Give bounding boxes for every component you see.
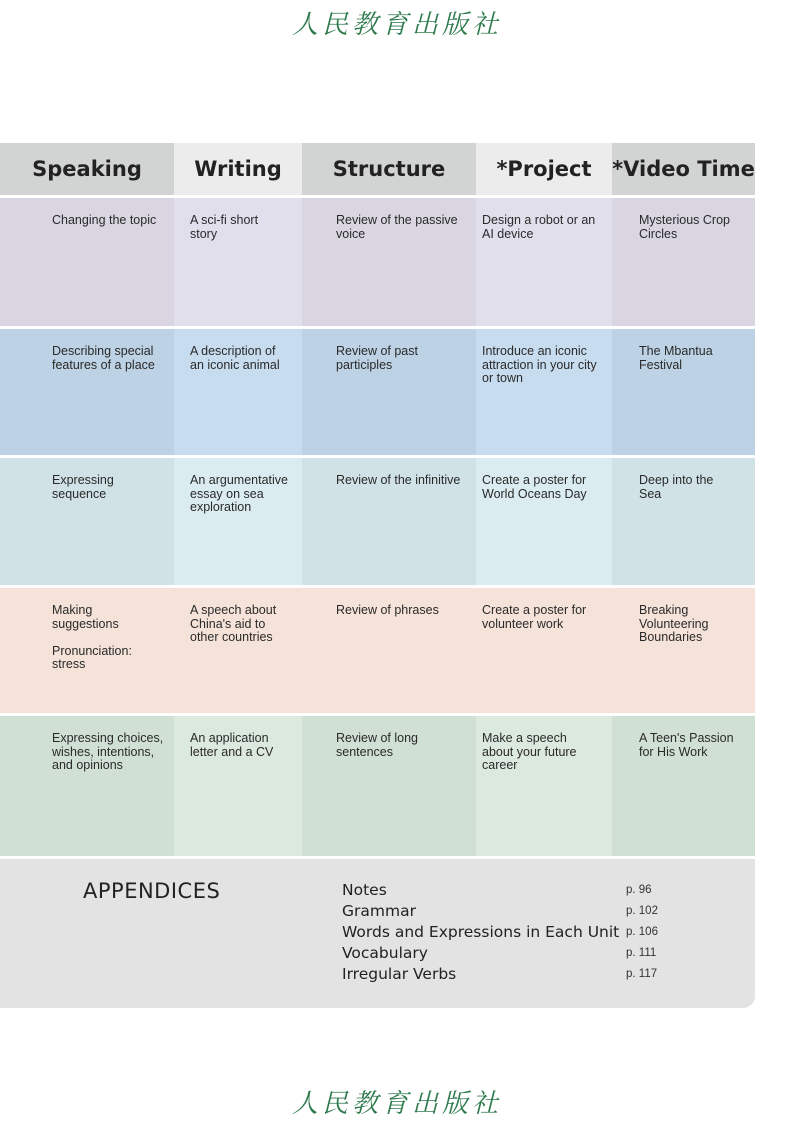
appendices-title: APPENDICES [83,879,221,903]
structure-cell: Review of the infinitive [302,458,476,585]
writing-cell: An application letter and a CV [174,716,302,856]
list-item[interactable] [342,942,658,963]
publisher-logo-bottom: 人民教育出版社 [291,1089,502,1119]
header-speaking: Speaking [0,143,174,195]
project-cell: Create a poster for World Oceans Day [476,458,612,585]
structure-cell: Review of phrases [302,588,476,713]
appendix-name: Notes [342,880,387,899]
speaking-cell: Making suggestions Pronunciation: stress [0,588,174,713]
contents-table [0,143,755,856]
appendices-list [342,879,658,984]
header-writing: Writing [174,143,302,195]
appendix-name: Grammar [342,901,416,920]
writing-cell: An argumentative essay on sea exploration [174,458,302,585]
appendix-page: p. 111 [626,946,657,959]
structure-cell: Review of the passive voice [302,198,476,326]
structure-cell: Review of long sentences [302,716,476,856]
table-row [0,198,755,326]
list-item[interactable] [342,963,658,984]
project-cell: Introduce an iconic attraction in your city or town [476,329,612,455]
project-cell: Create a poster for volunteer work [476,588,612,713]
appendix-name: Words and Expressions in Each Unit [342,922,620,941]
video-time-cell: Mysterious Crop Circles [612,198,755,326]
appendix-name: Vocabulary [342,943,428,962]
video-time-cell: Deep into the Sea [612,458,755,585]
table-row [0,329,755,455]
list-item[interactable] [342,879,658,900]
writing-cell: A description of an iconic animal [174,329,302,455]
list-item[interactable] [342,921,658,942]
writing-cell: A speech about China's aid to other countries [174,588,302,713]
video-time-cell: Breaking Volunteering Boundaries [612,588,755,713]
video-time-cell: The Mbantua Festival [612,329,755,455]
list-item[interactable] [342,900,658,921]
appendices-panel [0,859,755,1008]
structure-cell: Review of past participles [302,329,476,455]
speaking-cell: Expressing sequence [0,458,174,585]
table-header-row [0,143,755,195]
header-video-time: *Video Time [612,143,755,195]
appendix-page: p. 117 [626,967,658,980]
publisher-logo-top: 人民教育出版社 [291,10,502,40]
appendix-name: Irregular Verbs [342,964,457,983]
appendix-page: p. 106 [626,925,658,938]
project-cell: Make a speech about your future career [476,716,612,856]
speaking-cell: Expressing choices, wishes, intentions, and opinions [0,716,174,856]
video-time-cell: A Teen's Passion for His Work [612,716,755,856]
table-row [0,458,755,585]
speaking-cell: Describing special features of a place [0,329,174,455]
table-row [0,716,755,856]
appendix-page: p. 96 [626,883,652,896]
table-row [0,588,755,713]
project-cell: Design a robot or an AI device [476,198,612,326]
appendix-page: p. 102 [626,904,658,917]
header-structure: Structure [302,143,476,195]
speaking-cell: Changing the topic [0,198,174,326]
header-project: *Project [476,143,612,195]
writing-cell: A sci-fi short story [174,198,302,326]
